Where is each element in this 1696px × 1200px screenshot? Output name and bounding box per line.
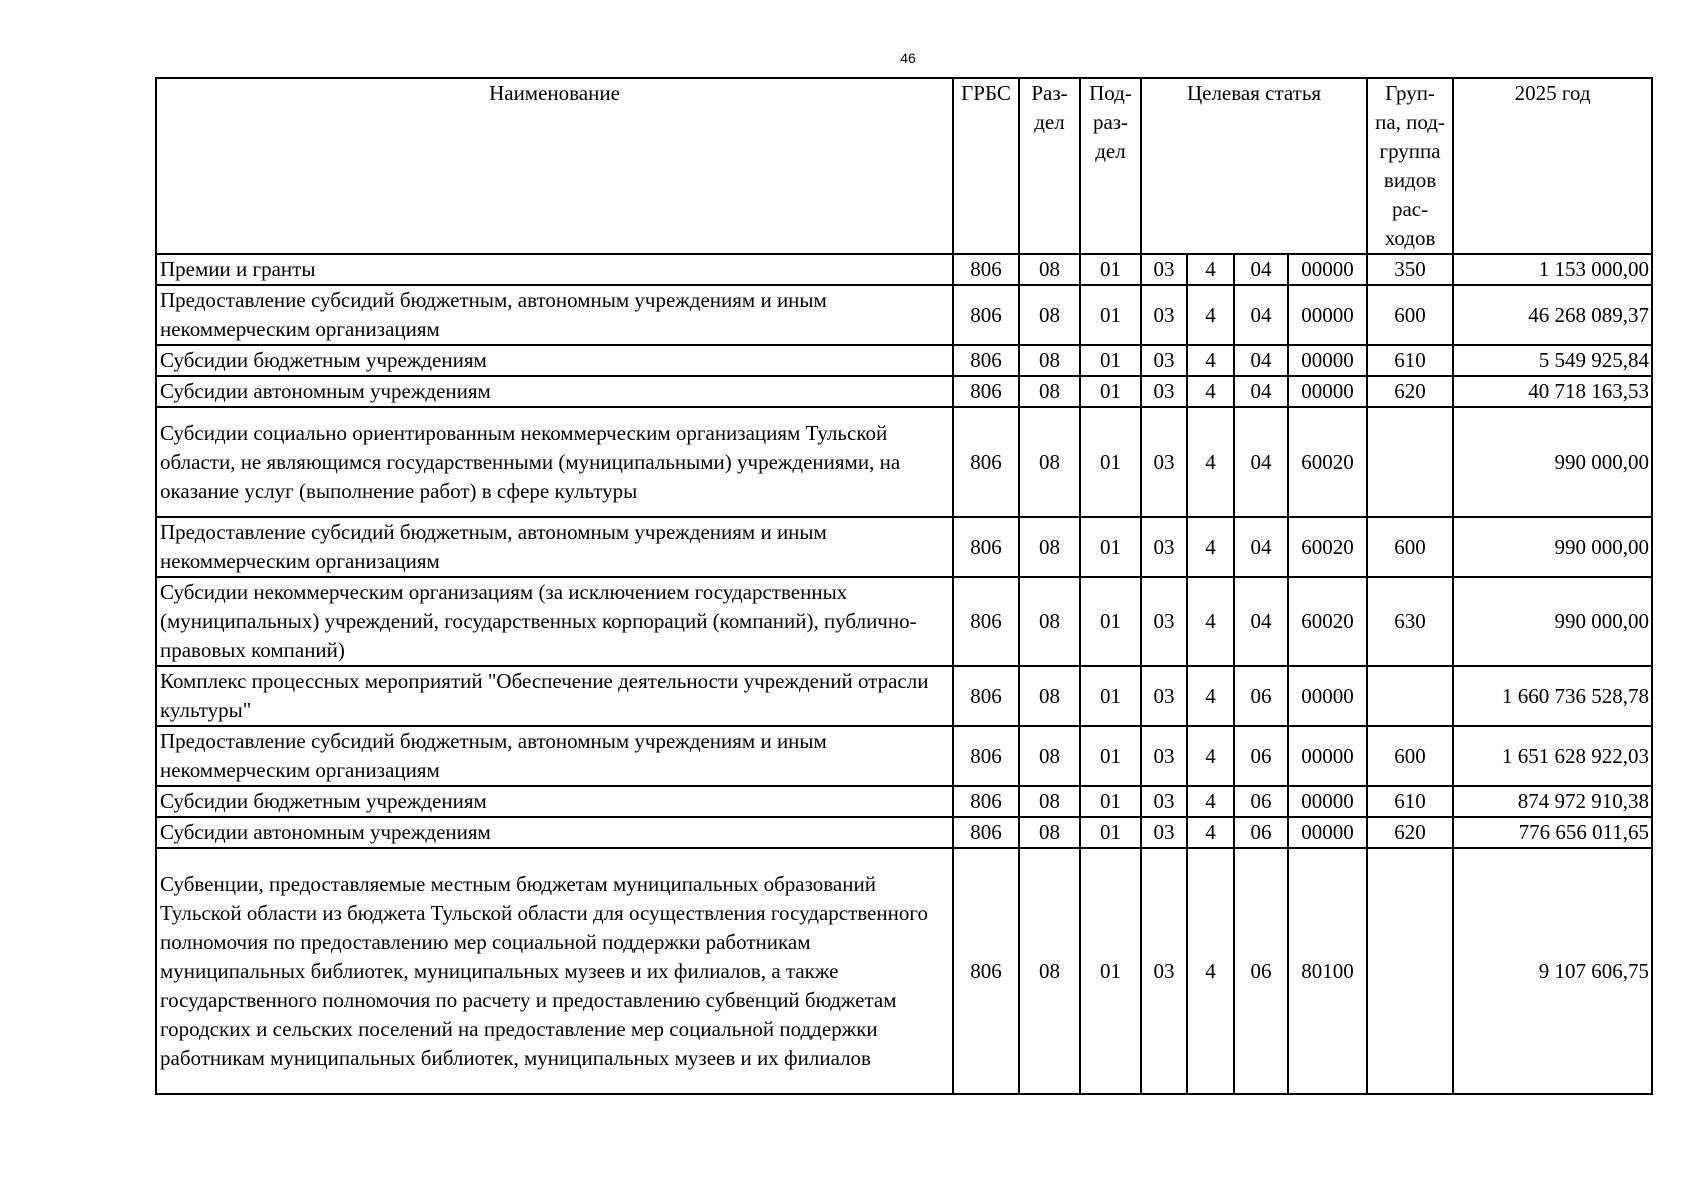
row-razdel: 08	[1019, 817, 1080, 848]
row-target-direction: 00000	[1288, 726, 1367, 786]
row-amount: 1 153 000,00	[1453, 254, 1652, 285]
row-expense-group: 600	[1367, 285, 1453, 345]
row-razdel: 08	[1019, 517, 1080, 577]
row-target-program: 03	[1141, 577, 1187, 666]
row-target-complex: 04	[1234, 407, 1288, 517]
row-expense-group: 620	[1367, 817, 1453, 848]
table-row	[156, 817, 1652, 848]
row-expense-group: 630	[1367, 577, 1453, 666]
header-grbs: ГРБС	[953, 78, 1019, 254]
row-grbs: 806	[953, 345, 1019, 376]
header-target: Целевая статья	[1141, 78, 1367, 254]
header-name: Наименование	[156, 78, 953, 254]
row-target-complex: 06	[1234, 786, 1288, 817]
row-expense-group	[1367, 407, 1453, 517]
row-target-direction: 00000	[1288, 666, 1367, 726]
row-amount: 1 660 736 528,78	[1453, 666, 1652, 726]
header-razdel: Раз- дел	[1019, 78, 1080, 254]
row-target-complex: 06	[1234, 848, 1288, 1094]
row-target-program: 03	[1141, 407, 1187, 517]
row-target-type: 4	[1187, 577, 1234, 666]
row-target-complex: 06	[1234, 666, 1288, 726]
row-grbs: 806	[953, 848, 1019, 1094]
header-podrazdel: Под- раз- дел	[1080, 78, 1141, 254]
row-grbs: 806	[953, 517, 1019, 577]
row-target-program: 03	[1141, 517, 1187, 577]
row-razdel: 08	[1019, 285, 1080, 345]
row-amount: 776 656 011,65	[1453, 817, 1652, 848]
row-target-program: 03	[1141, 817, 1187, 848]
row-podrazdel: 01	[1080, 517, 1141, 577]
table-body	[156, 254, 1652, 1094]
row-grbs: 806	[953, 285, 1019, 345]
row-target-complex: 04	[1234, 577, 1288, 666]
row-podrazdel: 01	[1080, 285, 1141, 345]
row-name: Комплекс процессных мероприятий "Обеспечение деятельности учреждений отрасли культуры"	[156, 666, 953, 726]
row-target-type: 4	[1187, 285, 1234, 345]
row-target-type: 4	[1187, 786, 1234, 817]
row-amount: 990 000,00	[1453, 577, 1652, 666]
table-row	[156, 786, 1652, 817]
row-target-type: 4	[1187, 376, 1234, 407]
row-target-program: 03	[1141, 666, 1187, 726]
row-target-program: 03	[1141, 848, 1187, 1094]
row-name: Предоставление субсидий бюджетным, автономным учреждениям и иным некоммерческим организациям	[156, 726, 953, 786]
row-razdel: 08	[1019, 254, 1080, 285]
table-row	[156, 254, 1652, 285]
table-row	[156, 407, 1652, 517]
row-target-complex: 04	[1234, 517, 1288, 577]
row-amount: 5 549 925,84	[1453, 345, 1652, 376]
row-razdel: 08	[1019, 848, 1080, 1094]
row-target-type: 4	[1187, 254, 1234, 285]
row-name: Субсидии бюджетным учреждениям	[156, 786, 953, 817]
row-target-complex: 06	[1234, 817, 1288, 848]
row-target-direction: 60020	[1288, 407, 1367, 517]
row-target-type: 4	[1187, 517, 1234, 577]
row-name: Субсидии автономным учреждениям	[156, 376, 953, 407]
row-target-program: 03	[1141, 254, 1187, 285]
row-grbs: 806	[953, 726, 1019, 786]
row-amount: 990 000,00	[1453, 517, 1652, 577]
row-podrazdel: 01	[1080, 254, 1141, 285]
row-podrazdel: 01	[1080, 577, 1141, 666]
row-razdel: 08	[1019, 786, 1080, 817]
row-amount: 1 651 628 922,03	[1453, 726, 1652, 786]
row-target-program: 03	[1141, 726, 1187, 786]
row-grbs: 806	[953, 254, 1019, 285]
row-target-complex: 04	[1234, 345, 1288, 376]
row-target-direction: 00000	[1288, 345, 1367, 376]
row-grbs: 806	[953, 786, 1019, 817]
row-podrazdel: 01	[1080, 817, 1141, 848]
table-header-row	[156, 78, 1652, 254]
row-grbs: 806	[953, 407, 1019, 517]
row-target-type: 4	[1187, 848, 1234, 1094]
row-target-complex: 04	[1234, 376, 1288, 407]
table-row	[156, 848, 1652, 1094]
row-name: Субсидии бюджетным учреждениям	[156, 345, 953, 376]
row-target-direction: 00000	[1288, 376, 1367, 407]
row-target-type: 4	[1187, 726, 1234, 786]
row-amount: 874 972 910,38	[1453, 786, 1652, 817]
row-target-program: 03	[1141, 786, 1187, 817]
table-row	[156, 577, 1652, 666]
row-target-direction: 00000	[1288, 786, 1367, 817]
row-target-direction: 60020	[1288, 577, 1367, 666]
row-razdel: 08	[1019, 376, 1080, 407]
row-target-program: 03	[1141, 345, 1187, 376]
row-grbs: 806	[953, 577, 1019, 666]
row-podrazdel: 01	[1080, 786, 1141, 817]
table-row	[156, 376, 1652, 407]
row-expense-group: 600	[1367, 726, 1453, 786]
row-target-complex: 04	[1234, 254, 1288, 285]
table-row	[156, 726, 1652, 786]
row-razdel: 08	[1019, 726, 1080, 786]
row-amount: 46 268 089,37	[1453, 285, 1652, 345]
row-amount: 40 718 163,53	[1453, 376, 1652, 407]
row-razdel: 08	[1019, 345, 1080, 376]
row-target-direction: 00000	[1288, 817, 1367, 848]
row-grbs: 806	[953, 666, 1019, 726]
row-target-program: 03	[1141, 285, 1187, 345]
row-target-direction: 80100	[1288, 848, 1367, 1094]
header-group: Груп- па, под- группа видов рас- ходов	[1367, 78, 1453, 254]
row-name: Субсидии социально ориентированным некоммерческим организациям Тульской области, не являющимся государственными (муниципальными) учреждениями, на оказание услуг (выполнение работ) в сфере культуры	[156, 407, 953, 517]
row-target-direction: 60020	[1288, 517, 1367, 577]
row-name: Субвенции, предоставляемые местным бюджетам муниципальных образований Тульской области из бюджета Тульской области для осуществления государственного полномочия по предоставлению мер социальной поддержки работникам муниципальных библиотек, муниципальных музеев и их филиалов, а также государственного полномочия по расчету и предоставлению субвенций бюджетам городских и сельских поселений на предоставление мер социальной поддержки работникам муниципальных библиотек, муниципальных музеев и их филиалов	[156, 848, 953, 1094]
row-expense-group	[1367, 666, 1453, 726]
row-amount: 9 107 606,75	[1453, 848, 1652, 1094]
row-podrazdel: 01	[1080, 345, 1141, 376]
row-podrazdel: 01	[1080, 376, 1141, 407]
row-target-direction: 00000	[1288, 285, 1367, 345]
row-target-complex: 04	[1234, 285, 1288, 345]
row-expense-group: 600	[1367, 517, 1453, 577]
header-year: 2025 год	[1453, 78, 1652, 254]
row-grbs: 806	[953, 817, 1019, 848]
row-target-direction: 00000	[1288, 254, 1367, 285]
page-number: 46	[900, 50, 916, 66]
row-target-type: 4	[1187, 666, 1234, 726]
table-row	[156, 666, 1652, 726]
row-expense-group: 620	[1367, 376, 1453, 407]
row-expense-group	[1367, 848, 1453, 1094]
row-name: Предоставление субсидий бюджетным, автономным учреждениям и иным некоммерческим организациям	[156, 517, 953, 577]
row-name: Субсидии автономным учреждениям	[156, 817, 953, 848]
row-amount: 990 000,00	[1453, 407, 1652, 517]
row-expense-group: 350	[1367, 254, 1453, 285]
row-target-program: 03	[1141, 376, 1187, 407]
table-row	[156, 285, 1652, 345]
row-razdel: 08	[1019, 666, 1080, 726]
table-row	[156, 517, 1652, 577]
row-razdel: 08	[1019, 407, 1080, 517]
row-name: Предоставление субсидий бюджетным, автономным учреждениям и иным некоммерческим организациям	[156, 285, 953, 345]
row-podrazdel: 01	[1080, 848, 1141, 1094]
row-podrazdel: 01	[1080, 666, 1141, 726]
row-podrazdel: 01	[1080, 407, 1141, 517]
row-target-complex: 06	[1234, 726, 1288, 786]
table-row	[156, 345, 1652, 376]
row-name: Субсидии некоммерческим организациям (за исключением государственных (муниципальных) учреждений, государственных корпораций (компаний), публично-правовых компаний)	[156, 577, 953, 666]
budget-table	[155, 77, 1653, 1095]
row-expense-group: 610	[1367, 345, 1453, 376]
row-target-type: 4	[1187, 407, 1234, 517]
row-target-type: 4	[1187, 817, 1234, 848]
row-name: Премии и гранты	[156, 254, 953, 285]
row-grbs: 806	[953, 376, 1019, 407]
row-target-type: 4	[1187, 345, 1234, 376]
row-razdel: 08	[1019, 577, 1080, 666]
row-podrazdel: 01	[1080, 726, 1141, 786]
row-expense-group: 610	[1367, 786, 1453, 817]
